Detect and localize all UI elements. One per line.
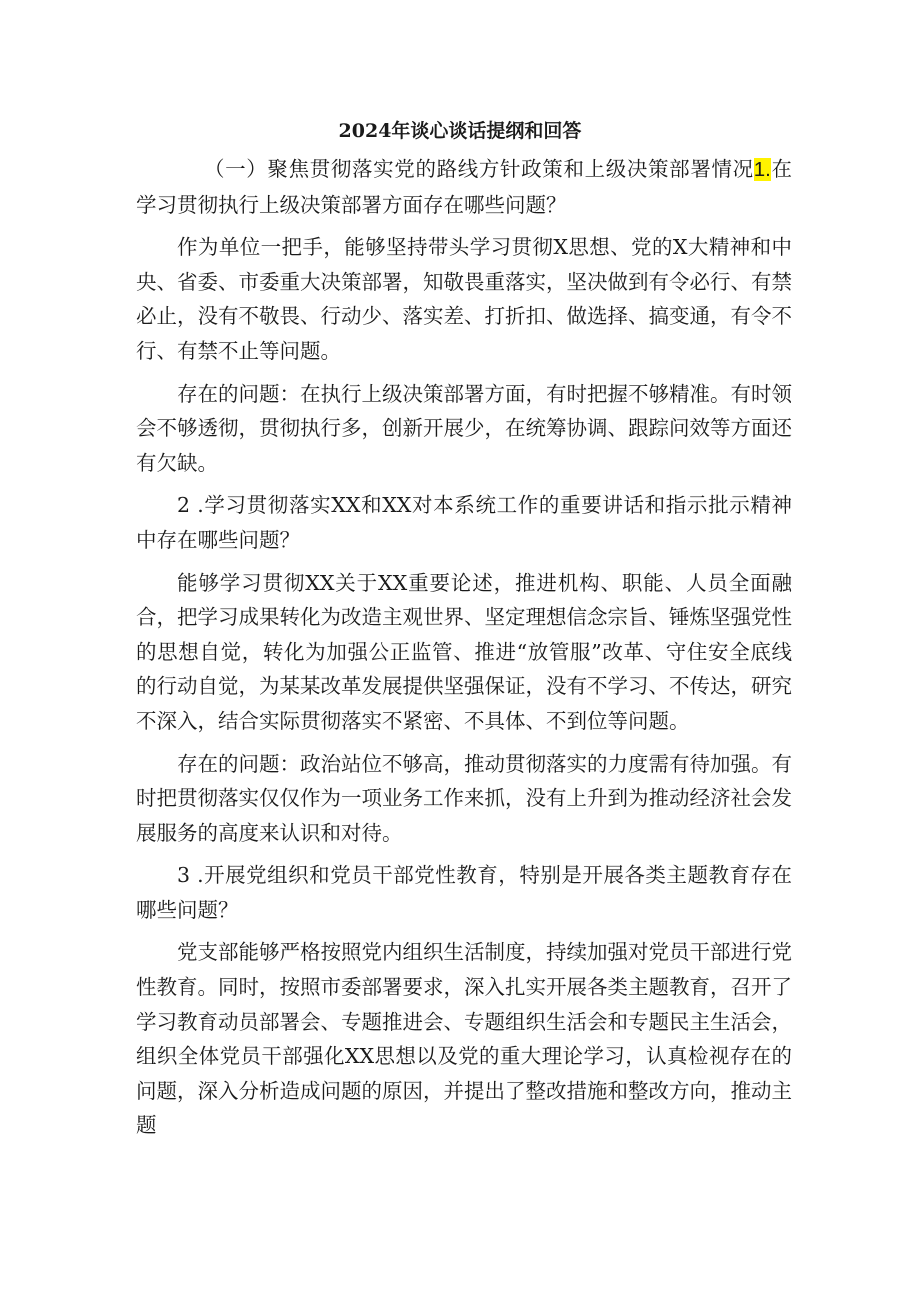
question-2-paragraph: 2 .学习贯彻落实XX和XX对本系统工作的重要讲话和指示批示精神中存在哪些问题？ — [136, 493, 792, 552]
highlighted-number: 1. — [753, 158, 771, 181]
document-title: 2024年谈心谈话提纲和回答 — [338, 120, 582, 142]
answer-3-paragraph: 党支部能够严格按照党内组织生活制度，持续加强对党员干部进行党性教育。同时，按照市委部署要求，深入扎实开展各类主题教育，召开了学习教育动员部署会、专题推进会、专题组织生活会和专题民主生活会，组织全体党员干部强化XX思想以及党的重大理论学习，认真检视存在的问题，深入分析造成问题的原因，并提出了整改措施和整改方向，推动主题 — [136, 940, 792, 1138]
problem-2-paragraph: 存在的问题：政治站位不够高，推动贯彻落实的力度需有待加强。有时把贯彻落实仅仅作为一项业务工作来抓，没有上升到为推动经济社会发展服务的高度来认识和对待。 — [136, 751, 792, 845]
problem-1-paragraph: 存在的问题：在执行上级决策部署方面，有时把握不够精准。有时领会不够透彻，贯彻执行多，创新开展少，在统筹协调、跟踪问效等方面还有欠缺。 — [136, 381, 792, 475]
question-1-text: 在学习贯彻执行上级决策部署方面存在哪些问题？ — [136, 157, 793, 217]
section-heading: （一）聚焦贯彻落实党的路线方针政策和上级决策部署情况 — [204, 157, 754, 181]
answer-1-paragraph: 作为单位一把手，能够坚持带头学习贯彻X思想、党的X大精神和中央、省委、市委重大决策部署，知敬畏重落实，坚决做到有令必行、有禁必止，没有不敬畏、行动少、落实差、打折扣、做选择、搞变通，有令不行、有禁不止等问题。 — [136, 235, 792, 363]
document-body — [136, 152, 792, 1151]
answer-2-paragraph: 能够学习贯彻XX关于XX重要论述，推进机构、职能、人员全面融合，把学习成果转化为改造主观世界、坚定理想信念宗旨、锤炼坚强党性的思想自觉，转化为加强公正监管、推进“放管服”改革、守住安全底线的行动自觉，为某某改革发展提供坚强保证，没有不学习、不传达，研究不深入，结合实际贯彻落实不紧密、不具体、不到位等问题。 — [136, 570, 792, 733]
section-heading-paragraph — [136, 152, 792, 222]
question-3-paragraph: 3 .开展党组织和党员干部党性教育，特别是开展各类主题教育存在哪些问题？ — [136, 863, 792, 922]
